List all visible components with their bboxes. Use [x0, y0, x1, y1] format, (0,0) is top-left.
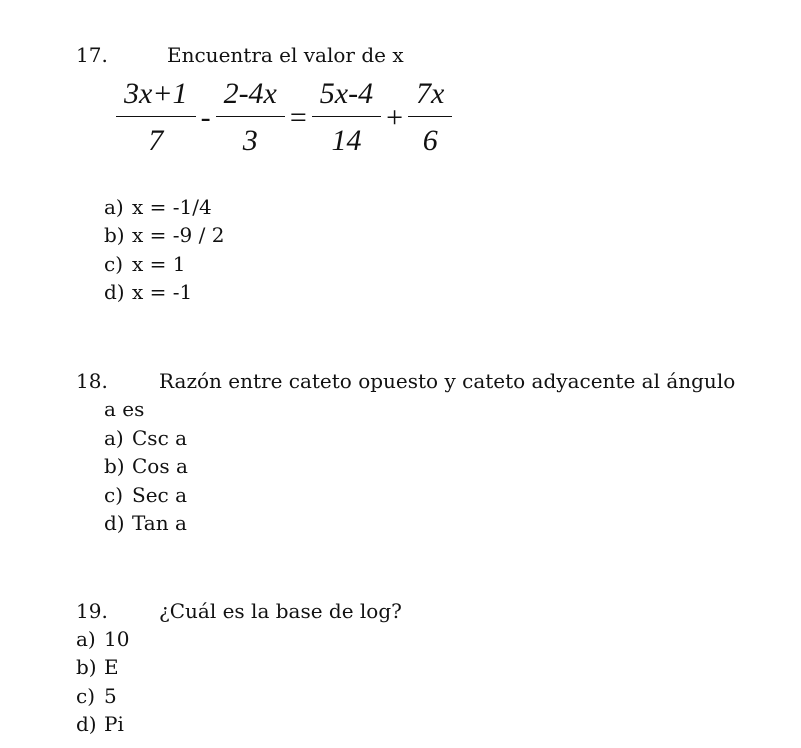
- fraction-bar: [312, 116, 381, 117]
- fraction-bar: [408, 116, 452, 117]
- question-17-option-a: [104, 195, 212, 219]
- option-letter: d): [104, 280, 125, 304]
- option-letter: a): [104, 426, 124, 450]
- option-letter: b): [104, 223, 125, 247]
- question-17-equation: [114, 72, 454, 162]
- option-text: x = 1: [132, 252, 186, 276]
- question-19-option-c: [76, 684, 117, 708]
- question-17-prompt: Encuentra el valor de x: [167, 43, 404, 67]
- fraction-4-numerator: 7x: [416, 76, 445, 110]
- option-letter: c): [76, 684, 96, 708]
- question-17-number: 17.: [76, 43, 108, 67]
- option-letter: b): [104, 454, 125, 478]
- equation-fraction-2: [216, 75, 285, 160]
- question-18-option-a: [104, 426, 187, 450]
- fraction-2-denominator: 3: [242, 123, 258, 157]
- question-19-option-b: [76, 655, 119, 679]
- option-text: E: [104, 655, 119, 679]
- fraction-2-numerator: 2-4x: [223, 76, 277, 110]
- question-17-option-b: [104, 223, 224, 247]
- question-17-option-d: [104, 280, 192, 304]
- option-text: Pi: [104, 712, 124, 736]
- fraction-1-numerator: 3x+1: [124, 76, 188, 110]
- equation-fraction-3: [312, 75, 381, 160]
- question-19-number: 19.: [76, 599, 108, 623]
- fraction-1-denominator: 7: [148, 123, 164, 157]
- option-text: x = -9 / 2: [132, 223, 225, 247]
- question-18-option-d: [104, 511, 187, 535]
- option-letter: c): [104, 252, 124, 276]
- question-18-option-c: [104, 483, 187, 507]
- question-19-prompt: ¿Cuál es la base de log?: [159, 599, 402, 623]
- question-19-option-d: [76, 712, 124, 736]
- question-18-prompt: Razón entre cateto opuesto y cateto adyacente al ángulo: [159, 369, 736, 393]
- fraction-4-denominator: 6: [422, 123, 438, 157]
- option-letter: a): [76, 627, 96, 651]
- option-text: 5: [104, 684, 117, 708]
- option-letter: c): [104, 483, 124, 507]
- question-17-option-c: [104, 252, 185, 276]
- equation-fraction-1: [116, 75, 196, 160]
- option-text: Tan a: [132, 511, 187, 535]
- option-letter: d): [76, 712, 97, 736]
- equation-operator-equals: =: [289, 101, 307, 134]
- fraction-bar: [116, 116, 196, 117]
- option-text: Csc a: [132, 426, 188, 450]
- option-letter: a): [104, 195, 124, 219]
- fraction-3-denominator: 14: [331, 123, 362, 157]
- option-text: Cos a: [132, 454, 188, 478]
- option-letter: d): [104, 511, 125, 535]
- option-letter: b): [76, 655, 97, 679]
- equation-operator-plus: +: [386, 101, 404, 134]
- option-text: x = -1/4: [132, 195, 212, 219]
- question-18-prompt-continued: a es: [104, 397, 145, 421]
- equation-fraction-4: [408, 75, 452, 160]
- equation-operator-minus: -: [200, 101, 211, 134]
- fraction-3-numerator: 5x-4: [319, 76, 374, 110]
- question-19-option-a: [76, 627, 129, 651]
- option-text: x = -1: [132, 280, 193, 304]
- fraction-bar: [216, 116, 285, 117]
- question-18-option-b: [104, 454, 188, 478]
- question-18-number: 18.: [76, 369, 108, 393]
- option-text: 10: [104, 627, 130, 651]
- option-text: Sec a: [132, 483, 188, 507]
